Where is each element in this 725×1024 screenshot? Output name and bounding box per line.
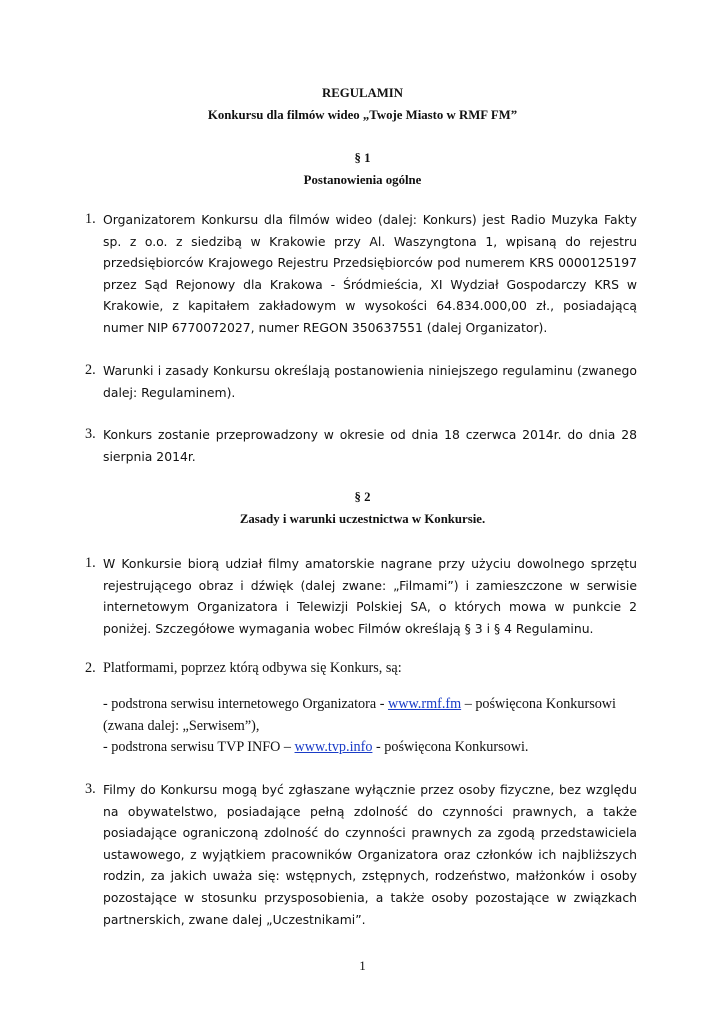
rmf-link[interactable]: www.rmf.fm — [387, 696, 462, 712]
item-number: 1. — [85, 555, 96, 571]
section-1-heading: Postanowienia ogólne — [303, 173, 422, 187]
document-title: REGULAMIN — [321, 86, 404, 100]
platform-line-suffix: – poświęcona Konkursowi (zwana dalej: „Serwisem”), — [103, 696, 616, 734]
section-2-sign: § 2 — [354, 490, 371, 504]
section-2-item-2 — [85, 658, 637, 680]
item-text: W Konkursie biorą udział filmy amatorskie nagrane przy użyciu dowolnego sprzętu rejestrującego obraz i dźwięk (dalej zwane: „Filmami”) i zamieszczone w serwisie internetowym Organizatora i Telewizji Polskiej SA, o których mowa w punkcie 2 poniżej. Szczegółowe wymagania wobec Filmów określają § 3 i § 4 Regulaminu. — [103, 556, 637, 636]
section-1-item-3 — [85, 424, 637, 467]
item-number: 3. — [85, 426, 96, 442]
section-1-item-1 — [85, 209, 637, 339]
item-number: 3. — [85, 781, 96, 797]
page-number: 1 — [359, 958, 366, 973]
platform-line-prefix: - podstrona serwisu internetowego Organizatora - — [103, 696, 388, 712]
section-1-sign: § 1 — [354, 151, 371, 165]
item-number: 1. — [85, 211, 96, 227]
document-subtitle: Konkursu dla filmów wideo „Twoje Miasto w RMF FM” — [207, 108, 518, 122]
item-text: Platformami, poprzez którą odbywa się Konkurs, są: — [103, 660, 402, 676]
item-text: Konkurs zostanie przeprowadzony w okresie od dnia 18 czerwca 2014r. do dnia 28 sierpnia 2014r. — [103, 427, 637, 464]
item-text: Filmy do Konkursu mogą być zgłaszane wyłącznie przez osoby fizyczne, bez względu na obywatelstwo, posiadające pełną zdolność do czynności prawnych, a także posiadające ograniczoną zdolność do czynności prawnych za zgodą przedstawiciela ustawowego, z wyjątkiem pracowników Organizatora oraz członków ich najbliższych rodzin, za jakich uważa się: wstępnych, zstępnych, rodzeństwo, małżonków i osoby pozostające w stosunku przysposobienia, a także osoby pozostające w związkach partnerskich, zwane dalej „Uczestnikami”. — [103, 782, 637, 927]
item-number: 2. — [85, 362, 96, 378]
section-2-item-3 — [85, 779, 637, 930]
item-number: 2. — [85, 660, 96, 676]
platform-line-rmf — [103, 694, 637, 737]
section-1-item-2 — [85, 360, 637, 403]
tvp-link[interactable]: www.tvp.info — [294, 739, 373, 755]
platform-line-tvp — [103, 737, 637, 759]
section-2-item-1 — [85, 553, 637, 639]
platform-line-suffix: - poświęcona Konkursowi. — [372, 739, 529, 755]
platform-line-prefix: - podstrona serwisu TVP INFO – — [103, 739, 295, 755]
item-text: Warunki i zasady Konkursu określają postanowienia niniejszego regulaminu (zwanego dalej: Regulaminem). — [103, 363, 637, 400]
section-2-heading: Zasady i warunki uczestnictwa w Konkursie. — [239, 512, 486, 526]
item-text: Organizatorem Konkursu dla filmów wideo (dalej: Konkurs) jest Radio Muzyka Fakty sp. z o.o. z siedzibą w Krakowie przy Al. Waszyngtona 1, wpisaną do rejestru przedsiębiorców Krajowego Rejestru Przedsiębiorców pod numerem KRS 0000125197 przez Sąd Rejonowy dla Krakowa - Śródmieścia, XI Wydział Gospodarczy KRS w Krakowie, z kapitałem zakładowym w wysokości 64.834.000,00 zł., posiadającą numer NIP 6770072027, numer REGON 350637551 (dalej Organizator). — [103, 212, 637, 335]
